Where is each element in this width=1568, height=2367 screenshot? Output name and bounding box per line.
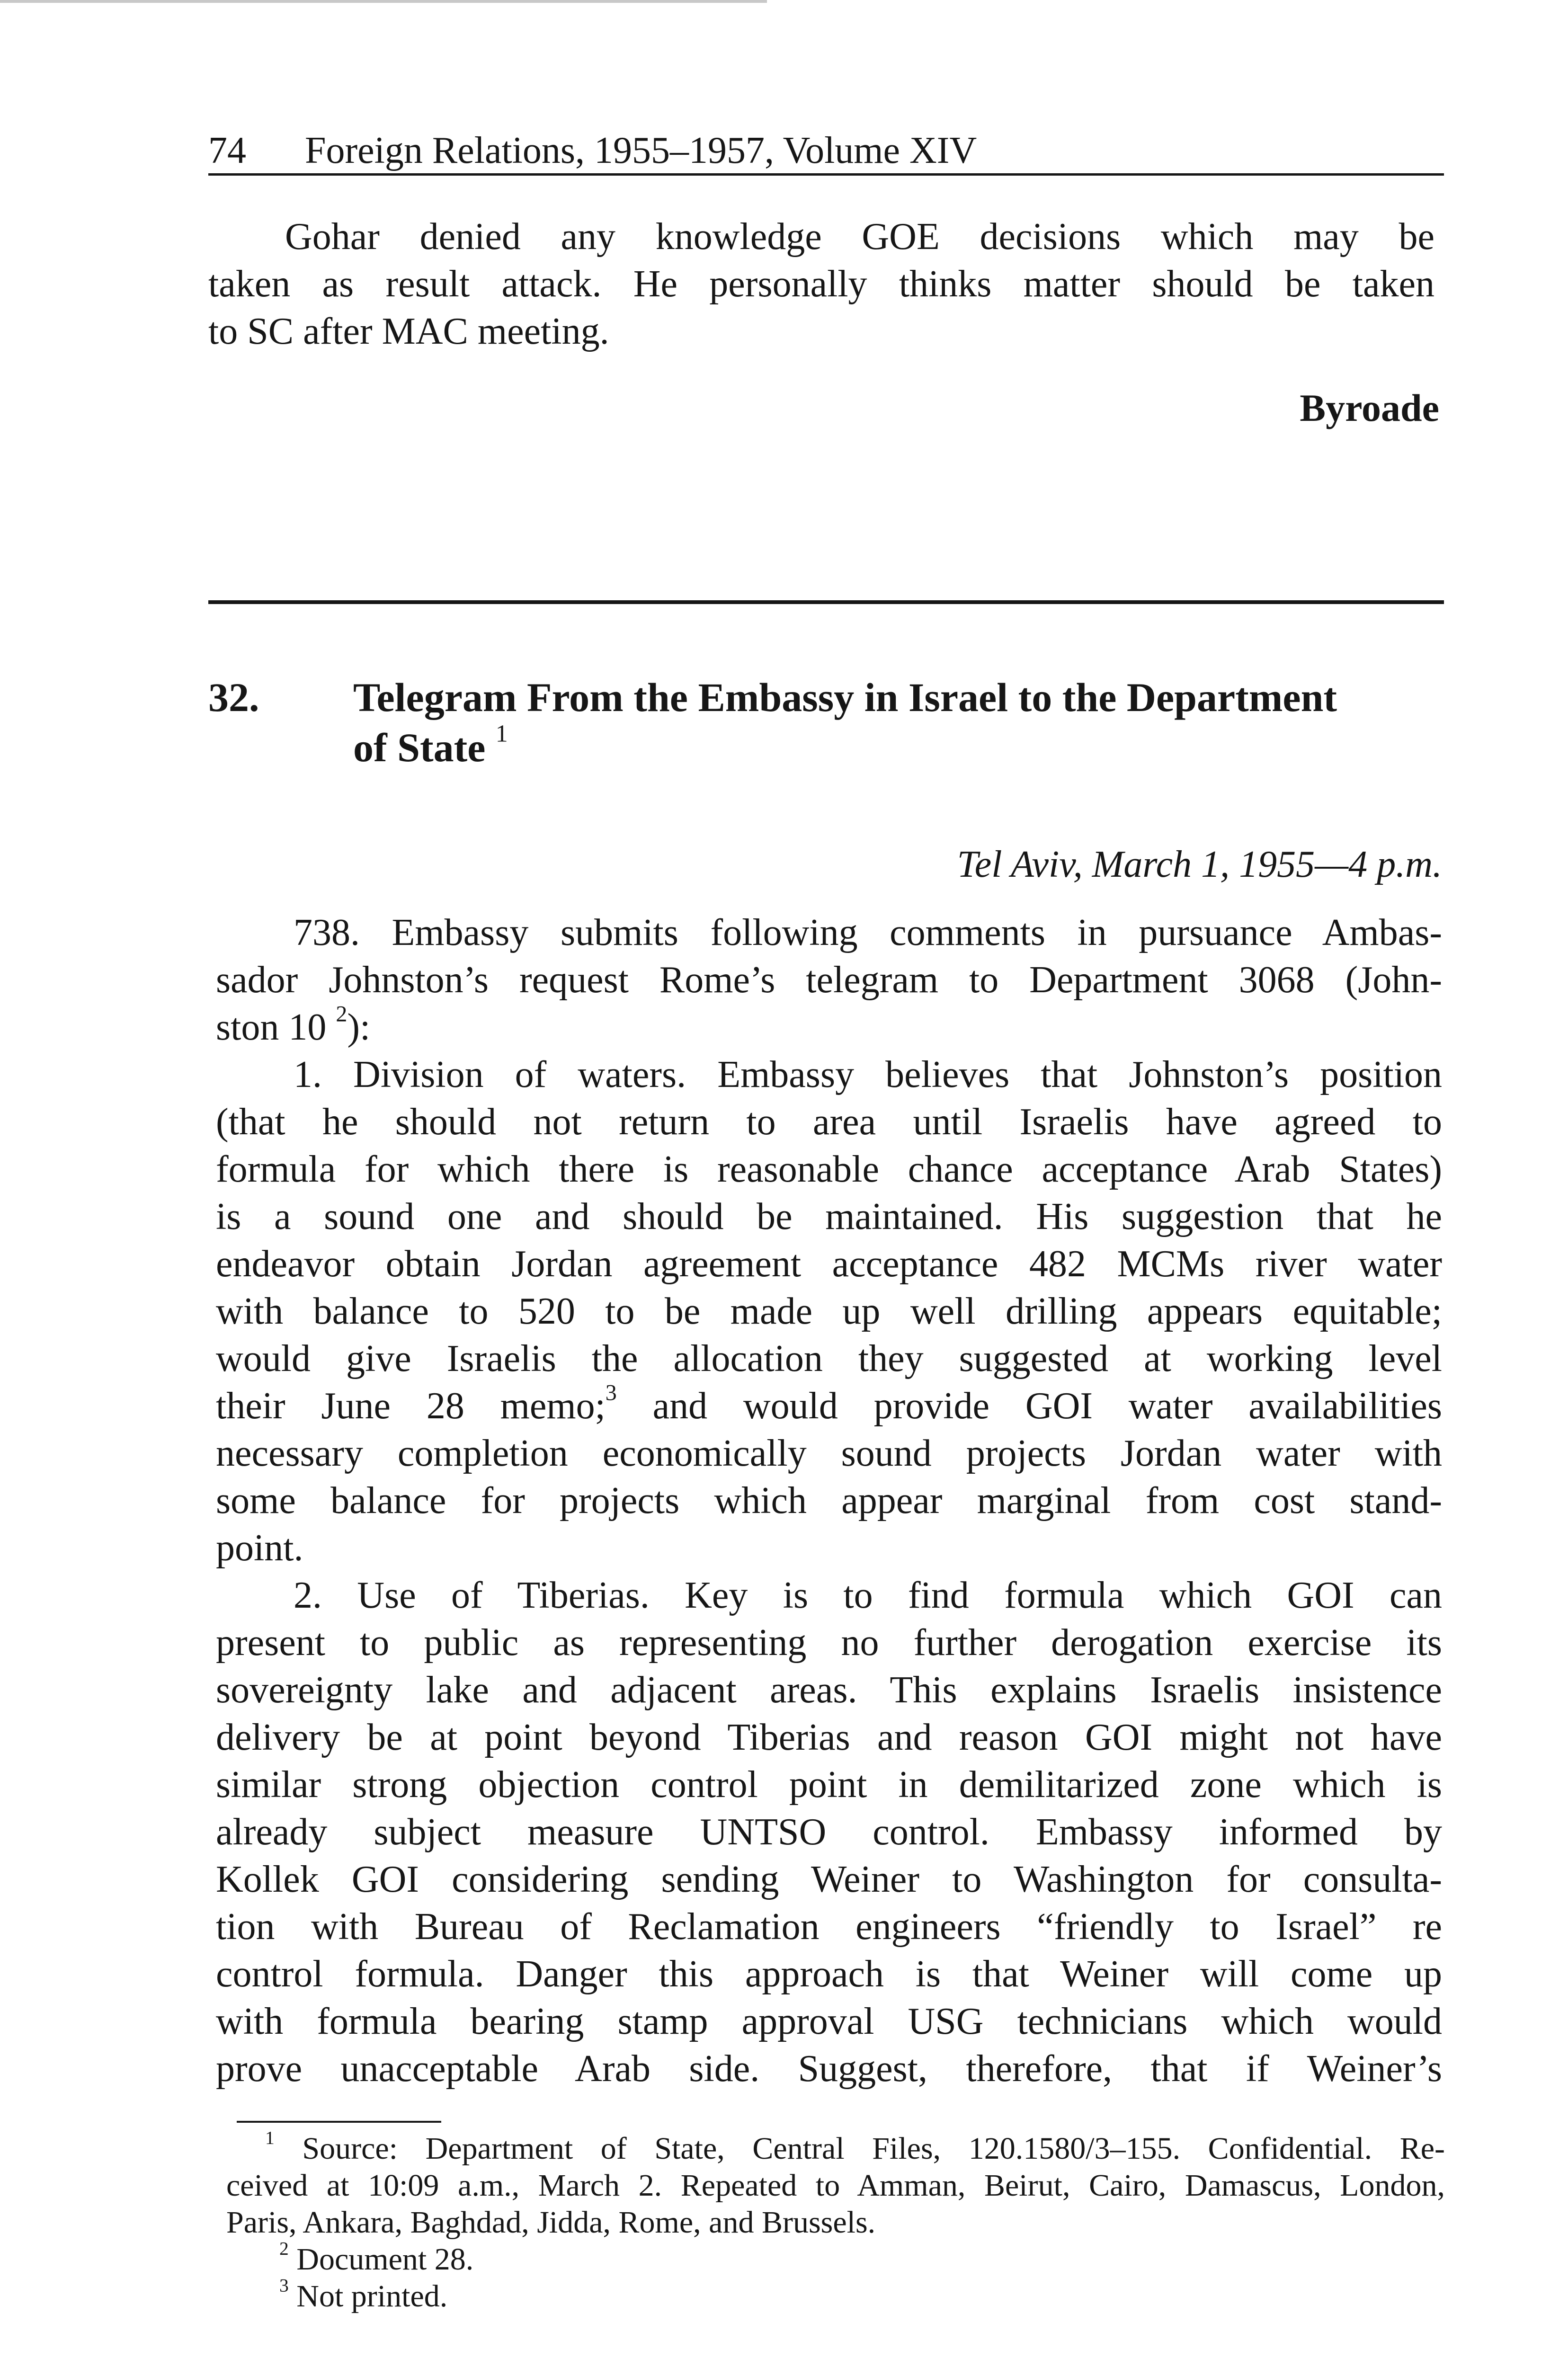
footnote-line: Paris, Ankara, Baghdad, Jidda, Rome, and Brussels. — [226, 2205, 876, 2240]
section-divider — [208, 600, 1444, 604]
text-line: already subject measure UNTSO control. Embassy informed by — [216, 1811, 1442, 1853]
text-line: some balance for projects which appear marginal from cost stand- — [216, 1480, 1442, 1522]
footnote-line: ceived at 10:09 a.m., March 2. Repeated to Amman, Beirut, Cairo, Damascus, London, — [226, 2168, 1445, 2203]
text-line: prove unacceptable Arab side. Suggest, therefore, that if Weiner’s — [216, 2048, 1442, 2090]
text-line: formula for which there is reasonable chance acceptance Arab States) — [216, 1148, 1442, 1190]
point-2-paragraph — [216, 1572, 1442, 2092]
text-run: ston 10 — [216, 1006, 327, 1048]
footnote-marker: 1 — [265, 2127, 275, 2148]
text-line: 2. Use of Tiberias. Key is to find formula which GOI can — [294, 1575, 1442, 1616]
text-line: tion with Bureau of Reclamation engineers “friendly to Israel” re — [216, 1906, 1442, 1948]
text-line: endeavor obtain Jordan agreement acceptance 482 MCMs river water — [216, 1243, 1442, 1285]
point-1-paragraph — [216, 1051, 1442, 1572]
running-head — [208, 128, 1444, 176]
dateline: Tel Aviv, March 1, 1955—4 p.m. — [957, 844, 1442, 885]
footnote-text: Source: Department of State, Central Files, 120.1580/3–155. Confidential. Re- — [302, 2131, 1445, 2166]
text-line: with balance to 520 to be made up well drilling appears equitable; — [216, 1290, 1442, 1332]
title-line: Telegram From the Embassy in Israel to the Department — [353, 675, 1337, 720]
footnote-ref: 2 — [336, 1001, 347, 1027]
page-number: 74 — [208, 130, 246, 171]
footnote-ref: 1 — [495, 720, 508, 747]
text-line: similar strong objection control point in demilitarized zone which is — [216, 1764, 1442, 1806]
text-line: control formula. Danger this approach is that Weiner will come up — [216, 1953, 1442, 1995]
volume-title: Foreign Relations, 1955–1957, Volume XIV — [305, 130, 977, 171]
footnote-text: Document 28. — [296, 2242, 474, 2277]
text-line — [216, 1382, 1442, 1430]
text-line: necessary completion economically sound projects Jordan water with — [216, 1433, 1442, 1474]
text-line: to SC after MAC meeting. — [208, 311, 609, 352]
text-run: their June 28 memo; — [216, 1385, 606, 1427]
footnote-marker: 3 — [279, 2275, 289, 2296]
body-intro-paragraph — [216, 909, 1442, 1051]
text-line: 738. Embassy submits following comments in pursuance Ambas- — [294, 912, 1442, 953]
text-line: is a sound one and should be maintained. His suggestion that he — [216, 1196, 1442, 1237]
footnote-2 — [226, 2238, 1445, 2278]
text-line: sovereignty lake and adjacent areas. This explains Israelis insistence — [216, 1669, 1442, 1711]
text-run: ): — [347, 1006, 371, 1048]
footnote-line — [226, 2127, 1445, 2167]
footnote-3 — [226, 2275, 1445, 2315]
text-line: point. — [216, 1527, 303, 1569]
footnote-rule — [237, 2121, 441, 2123]
text-line: Gohar denied any knowledge GOE decisions which may be — [285, 216, 1434, 258]
text-line: Kollek GOI considering sending Weiner to Washington for consulta- — [216, 1859, 1442, 1900]
text-line: present to public as representing no further derogation exercise its — [216, 1622, 1442, 1664]
text-line: taken as result attack. He personally thinks matter should be taken — [208, 263, 1434, 305]
document-title — [353, 672, 1442, 773]
text-line — [216, 1001, 1442, 1051]
footnote-ref: 3 — [605, 1380, 617, 1406]
document-number: 32. — [208, 675, 259, 720]
footnote-text: Not printed. — [296, 2279, 448, 2314]
text-line: 1. Division of waters. Embassy believes that Johnston’s position — [294, 1054, 1442, 1095]
text-line: (that he should not return to area until Israelis have agreed to — [216, 1101, 1442, 1143]
carryover-paragraph — [208, 213, 1434, 355]
text-run: and would provide GOI water availabilities — [616, 1385, 1442, 1427]
footnote-1 — [226, 2127, 1445, 2241]
title-text: of State — [353, 725, 486, 770]
signature: Byroade — [1300, 386, 1439, 429]
text-line: with formula bearing stamp approval USG technicians which would — [216, 2001, 1442, 2042]
footnotes — [226, 2127, 1445, 2315]
title-line — [353, 722, 1442, 773]
text-line: would give Israelis the allocation they suggested at working level — [216, 1338, 1442, 1379]
text-line: delivery be at point beyond Tiberias and reason GOI might not have — [216, 1717, 1442, 1758]
footnote-marker: 2 — [279, 2238, 289, 2259]
scan-edge-rule — [0, 0, 767, 3]
text-line: sador Johnston’s request Rome’s telegram to Department 3068 (John- — [216, 959, 1442, 1001]
